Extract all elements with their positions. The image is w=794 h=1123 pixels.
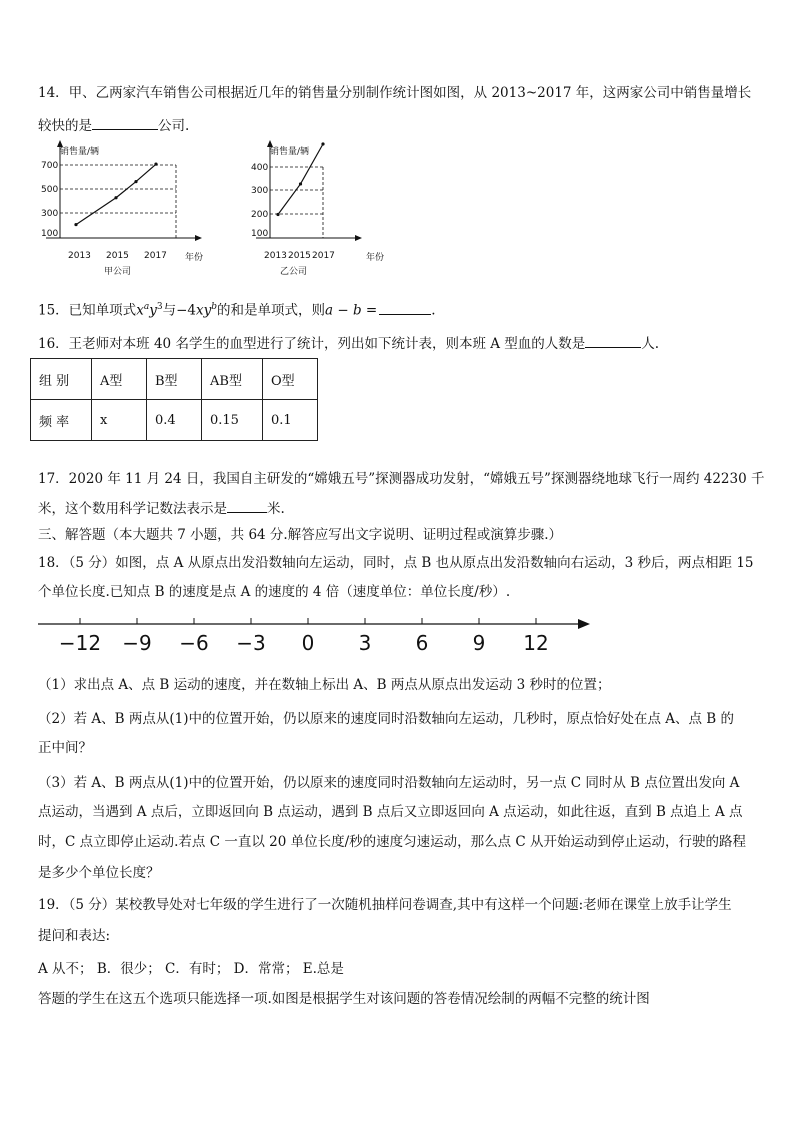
q18-line1: 18．（5 分）如图，点 A 从原点出发沿数轴向左运动，同时，点 B 也从原点出发沿数轴向右运动，3 秒后，两点相距 15 [38, 555, 754, 571]
number-line-label: 6 [415, 631, 429, 655]
chart-yi-ytick: 400 [251, 163, 269, 173]
q17-answer-blank [227, 498, 267, 513]
chart-jia-ytick: 500 [41, 185, 59, 195]
number-line [38, 618, 598, 658]
chart-yi-ylabel: 销售量/辆 [270, 147, 310, 157]
q18-line2: 个单位长度.已知点 B 的速度是点 A 的速度的 4 倍（速度单位：单位长度/秒）. [38, 584, 511, 600]
q18-part2-l1: （2）若 A、B 两点从(1)中的位置开始，仍以原来的速度同时沿数轴向左运动，几秒时，原点恰好处在点 A、点 B 的 [38, 711, 735, 727]
table-row [31, 400, 318, 441]
chart-jia-xtick: 2013 [68, 251, 91, 261]
chart-jia-series [74, 163, 157, 227]
q15-mid: 的和是单项式，则 [217, 302, 325, 319]
q19-line1: 19．（5 分）某校教导处对七年级的学生进行了一次随机抽样问卷调查,其中有这样一个问题:老师在课堂上放手让学生 [38, 897, 732, 913]
chart-jia-ytick: 700 [41, 161, 59, 171]
q14-line1: 14．甲、乙两家汽车销售公司根据近几年的销售量分别制作统计图如图，从 2013~2017 年，这两家公司中销售量增长 [38, 85, 752, 101]
chart-jia-point [74, 223, 77, 226]
q17-line2-pre: 米，这个数用科学记数法表示是 [38, 501, 227, 517]
q18-part3-l2: 点运动，当遇到 A 点后，立即返回向 B 点运动，遇到 B 点后又立即返回向 A 点运动，如此往返，直到 B 点追上 A 点 [38, 804, 743, 820]
table-cell: 频 率 [31, 400, 92, 441]
number-line-label: 9 [472, 631, 486, 655]
table-cell: B型 [147, 359, 202, 400]
number-line-label: −12 [58, 631, 102, 655]
chart-yi-xtick: 2013 [264, 251, 287, 261]
chart-yi-grid [270, 167, 323, 238]
chart-jia-xlabel: 年份 [185, 253, 204, 263]
number-line-label: −6 [179, 631, 209, 655]
table-cell: A型 [92, 359, 147, 400]
chart-yi-ytick: 100 [251, 229, 269, 239]
q18-part3-l4: 是多少个单位长度？ [38, 865, 160, 881]
q14-answer-blank [92, 115, 158, 130]
chart-yi-xlabel: 年份 [366, 253, 385, 263]
q15-var: x [136, 302, 144, 319]
table-cell: 0.4 [147, 400, 202, 441]
chart-yi-ytick: 300 [251, 186, 269, 196]
table-cell: 0.15 [202, 400, 263, 441]
chart-yi [240, 140, 390, 280]
chart-jia-point [154, 163, 157, 166]
blood-type-table [30, 358, 318, 441]
q15-end: . [431, 302, 436, 319]
number-line-label: −9 [122, 631, 152, 655]
q16-line [38, 333, 756, 353]
chart-yi-title: 乙公司 [280, 267, 308, 277]
arrow-right-icon [578, 619, 590, 629]
chart-jia-ytick: 300 [41, 209, 59, 219]
number-line-label: −3 [236, 631, 266, 655]
section-heading: 三、解答题（本大题共 7 小题，共 64 分.解答应写出文字说明、证明过程或演算步骤.） [38, 527, 563, 543]
q15-var: x [195, 302, 204, 319]
chart-yi-point [321, 142, 324, 145]
table-cell: O型 [263, 359, 318, 400]
q15-var: y [149, 302, 157, 319]
chart-jia-title: 甲公司 [104, 267, 132, 277]
q17-line2-post: 米. [267, 501, 285, 517]
q15-exp: a [143, 302, 150, 312]
chart-jia-point [114, 196, 117, 199]
table-cell: x [92, 400, 147, 441]
q14-line2 [38, 115, 756, 135]
chart-yi-xtick: 2017 [312, 251, 335, 261]
q15-answer-blank [379, 300, 431, 315]
q14-line2-pre: 较快的是 [38, 118, 92, 134]
table-cell: 组 别 [31, 359, 92, 400]
table-cell: AB型 [202, 359, 263, 400]
chart-yi-point [299, 182, 302, 185]
q16-text-post: 人. [641, 336, 660, 352]
q15-expr: a − b = [325, 302, 378, 319]
q16-text-pre: 16．王老师对本班 40 名学生的血型进行了统计，列出如下统计表，则本班 A 型血的人数是 [38, 336, 586, 352]
chart-jia-line [76, 164, 156, 224]
chart-yi-ytick: 200 [251, 210, 269, 220]
chart-jia-xtick: 2017 [144, 251, 167, 261]
q18-part1: （1）求出点 A、点 B 运动的速度，并在数轴上标出 A、B 两点从原点出发运动 3 秒时的位置； [38, 677, 611, 693]
number-line-label: 12 [523, 631, 549, 655]
q19-line2: 提问和表达: [38, 928, 111, 944]
q15-conn: 与 [162, 302, 177, 319]
q15-exp: 3 [156, 302, 163, 312]
q18-part3-l3: 时，C 点立即停止运动.若点 C 一直以 20 单位长度/秒的速度匀速运动，那么点 C 从开始运动到停止运动，行驶的路程 [38, 834, 747, 850]
chart-jia-grid [60, 165, 176, 238]
q15-prefix: 15．已知单项式 [38, 302, 137, 319]
q15-var: y [203, 302, 212, 319]
chart-jia-point [134, 180, 137, 183]
q15-line [38, 298, 756, 320]
q15-coef: −4 [176, 302, 196, 319]
q18-part2-l2: 正中间？ [38, 740, 92, 756]
table-row [31, 359, 318, 400]
number-line-label: 3 [358, 631, 372, 655]
q17-line1: 17．2020 年 11 月 24 日，我国自主研发的“嫦娥五号”探测器成功发射，“嫦娥五号”探测器绕地球飞行一周约 42230 千 [38, 471, 765, 487]
table-cell: 0.1 [263, 400, 318, 441]
q17-line2 [38, 498, 756, 518]
q15-exp: b [211, 302, 217, 312]
chart-jia-ylabel: 销售量/辆 [60, 147, 100, 157]
q18-part3-l1: （3）若 A、B 两点从(1)中的位置开始，仍以原来的速度同时沿数轴向左运动时，另一点 C 同时从 B 点位置出发向 A [38, 775, 740, 791]
q19-options: A 从不； B．很少； C．有时； D．常常； E.总是 [38, 961, 344, 977]
q14-line2-post: 公司. [158, 118, 190, 134]
number-line-label: 0 [301, 631, 315, 655]
chart-jia-xtick: 2015 [106, 251, 129, 261]
chart-yi-xtick: 2015 [288, 251, 311, 261]
chart-yi-point [276, 213, 279, 216]
chart-jia [30, 140, 220, 280]
chart-jia-ytick: 100 [41, 229, 59, 239]
q16-answer-blank [585, 333, 641, 348]
q19-line4: 答题的学生在这五个选项只能选择一项.如图是根据学生对该问题的答卷情况绘制的两幅不完整的统计图 [38, 991, 650, 1007]
